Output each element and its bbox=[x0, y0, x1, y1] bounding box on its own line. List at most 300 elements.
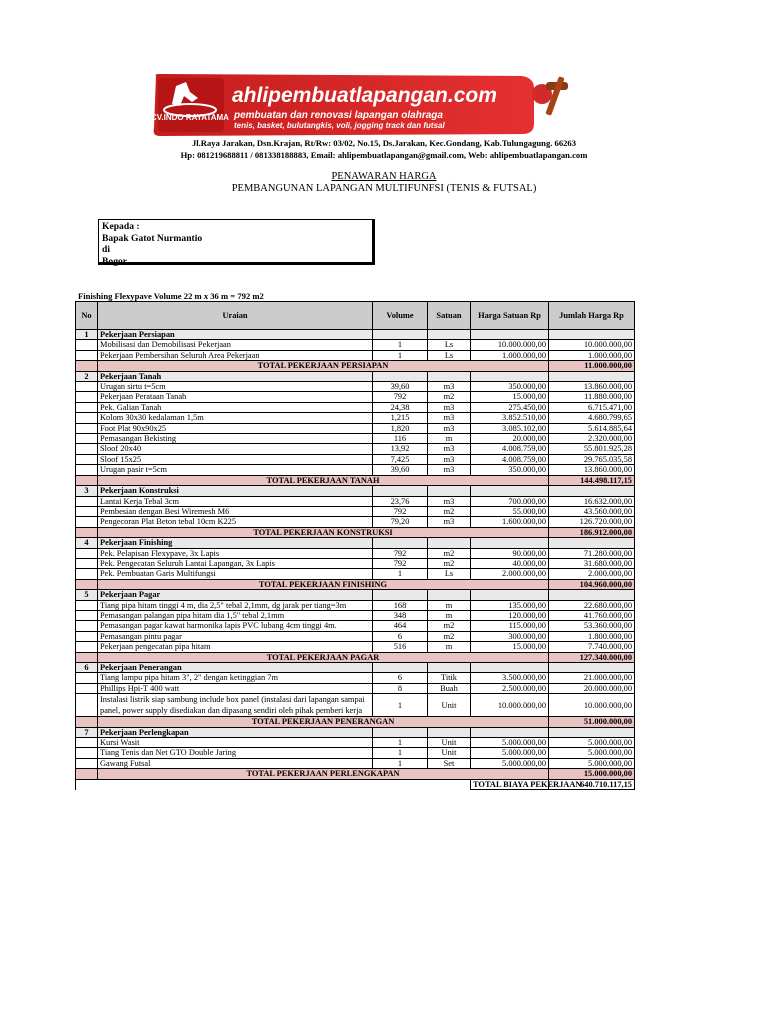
row-no-cell bbox=[76, 434, 98, 444]
row-no-cell bbox=[76, 444, 98, 454]
row-no-cell bbox=[76, 738, 98, 748]
section-total-row bbox=[76, 652, 635, 662]
item-unit: Titik bbox=[428, 673, 471, 683]
grand-empty-cell bbox=[76, 779, 471, 789]
table-body bbox=[76, 330, 635, 790]
section-total-value: 51.000.000,00 bbox=[549, 717, 635, 727]
row-no-cell bbox=[76, 748, 98, 758]
company-contact: Hp: 081219688811 / 081338188883, Email: ahlipembuatlapangan@gmail.com, Web: ahlipembuatlapangan.com bbox=[180, 150, 588, 160]
item-volume: 516 bbox=[373, 642, 428, 652]
section-row bbox=[76, 538, 635, 548]
section-number: 3 bbox=[76, 486, 98, 496]
table-row bbox=[76, 340, 635, 350]
section-row bbox=[76, 590, 635, 600]
item-unit-price: 4.008.759,00 bbox=[471, 444, 549, 454]
document-title bbox=[0, 171, 768, 183]
item-description: Foot Plat 90x90x25 bbox=[98, 423, 373, 433]
header-volume: Volume bbox=[373, 302, 428, 330]
item-unit-price: 700.000,00 bbox=[471, 496, 549, 506]
section-number: 2 bbox=[76, 371, 98, 381]
item-volume: 6 bbox=[373, 673, 428, 683]
item-amount: 5.000.000,00 bbox=[549, 738, 635, 748]
section-total-value: 127.340.000,00 bbox=[549, 652, 635, 662]
item-volume: 1 bbox=[373, 748, 428, 758]
item-amount: 43.560.000,00 bbox=[549, 506, 635, 516]
item-unit: Unit bbox=[428, 748, 471, 758]
total-empty-cell bbox=[76, 769, 98, 779]
section-empty-cell bbox=[373, 486, 428, 496]
item-description: Gawang Futsal bbox=[98, 758, 373, 768]
item-unit: m2 bbox=[428, 392, 471, 402]
section-empty-cell bbox=[471, 663, 549, 673]
item-amount: 7.740.000,00 bbox=[549, 642, 635, 652]
row-no-cell bbox=[76, 631, 98, 641]
item-description: Kursi Wasit bbox=[98, 738, 373, 748]
item-unit: m2 bbox=[428, 558, 471, 568]
item-volume: 792 bbox=[373, 506, 428, 516]
section-empty-cell bbox=[428, 590, 471, 600]
table-row bbox=[76, 621, 635, 631]
section-number: 7 bbox=[76, 727, 98, 737]
row-no-cell bbox=[76, 694, 98, 717]
section-total-value: 11.000.000,00 bbox=[549, 361, 635, 371]
recipient-box bbox=[98, 219, 375, 265]
item-unit: m3 bbox=[428, 382, 471, 392]
item-description: Pek. Galian Tanah bbox=[98, 402, 373, 412]
item-amount: 6.715.471,00 bbox=[549, 402, 635, 412]
recipient-city: Bogor bbox=[102, 255, 128, 267]
row-no-cell bbox=[76, 548, 98, 558]
item-description: Urugan pasir t=5cm bbox=[98, 465, 373, 475]
recipient-label: Kepada : bbox=[102, 221, 140, 232]
section-empty-cell bbox=[549, 590, 635, 600]
row-no-cell bbox=[76, 673, 98, 683]
item-amount: 20.000.000,00 bbox=[549, 683, 635, 693]
row-no-cell bbox=[76, 382, 98, 392]
section-empty-cell bbox=[428, 538, 471, 548]
table-row bbox=[76, 569, 635, 579]
section-name: Pekerjaan Finishing bbox=[98, 538, 373, 548]
item-amount: 11.880.000,00 bbox=[549, 392, 635, 402]
item-unit-price: 1.000.000,00 bbox=[471, 350, 549, 360]
item-volume: 1 bbox=[373, 758, 428, 768]
table-row bbox=[76, 402, 635, 412]
item-unit-price: 1.600.000,00 bbox=[471, 517, 549, 527]
table-row bbox=[76, 496, 635, 506]
item-unit-price: 3.085.102,00 bbox=[471, 423, 549, 433]
item-unit-price: 5.000.000,00 bbox=[471, 758, 549, 768]
item-amount: 41.760.000,00 bbox=[549, 610, 635, 620]
table-row bbox=[76, 413, 635, 423]
item-unit-price: 20.000,00 bbox=[471, 434, 549, 444]
item-unit: m bbox=[428, 642, 471, 652]
total-empty-cell bbox=[76, 475, 98, 485]
item-description: Pekerjaan Pembersihan Seluruh Area Pekerjaan bbox=[98, 350, 373, 360]
item-unit: Unit bbox=[428, 738, 471, 748]
item-volume: 1 bbox=[373, 694, 428, 717]
item-unit-price: 350.000,00 bbox=[471, 465, 549, 475]
item-unit: m3 bbox=[428, 517, 471, 527]
item-description: Lantai Kerja Tebal 3cm bbox=[98, 496, 373, 506]
table-row bbox=[76, 382, 635, 392]
table-row bbox=[76, 444, 635, 454]
item-volume: 792 bbox=[373, 392, 428, 402]
table-row bbox=[76, 392, 635, 402]
section-total-value: 15.000.000,00 bbox=[549, 769, 635, 779]
item-unit-price: 350.000,00 bbox=[471, 382, 549, 392]
section-row bbox=[76, 371, 635, 381]
item-unit-price: 15.000,00 bbox=[471, 642, 549, 652]
item-description: Sloof 20x40 bbox=[98, 444, 373, 454]
row-no-cell bbox=[76, 413, 98, 423]
item-unit: m3 bbox=[428, 496, 471, 506]
item-description: Pekerjaan Perataan Tanah bbox=[98, 392, 373, 402]
section-total-row bbox=[76, 579, 635, 589]
item-unit-price: 55.000,00 bbox=[471, 506, 549, 516]
section-name: Pekerjaan Persiapan bbox=[98, 330, 373, 340]
item-unit: m2 bbox=[428, 506, 471, 516]
section-empty-cell bbox=[373, 727, 428, 737]
item-unit-price: 4.008.759,00 bbox=[471, 454, 549, 464]
price-table bbox=[75, 301, 635, 790]
section-number: 6 bbox=[76, 663, 98, 673]
table-row bbox=[76, 506, 635, 516]
section-total-label: TOTAL PEKERJAAN FINISHING bbox=[98, 579, 549, 589]
recipient-di: di bbox=[102, 244, 111, 255]
item-unit: m2 bbox=[428, 548, 471, 558]
table-row bbox=[76, 465, 635, 475]
header-harga-satuan: Harga Satuan Rp bbox=[471, 302, 549, 330]
item-unit-price: 275.450,00 bbox=[471, 402, 549, 412]
item-volume: 1,215 bbox=[373, 413, 428, 423]
table-row bbox=[76, 758, 635, 768]
item-description: Pek. Pelapisan Flexypave, 3x Lapis bbox=[98, 548, 373, 558]
item-description: Pekerjaan pengecatan pipa hitam bbox=[98, 642, 373, 652]
section-empty-cell bbox=[549, 486, 635, 496]
table-row bbox=[76, 548, 635, 558]
item-unit: m3 bbox=[428, 444, 471, 454]
section-empty-cell bbox=[428, 486, 471, 496]
section-empty-cell bbox=[428, 330, 471, 340]
item-unit-price: 3.500.000,00 bbox=[471, 673, 549, 683]
row-no-cell bbox=[76, 683, 98, 693]
total-empty-cell bbox=[76, 717, 98, 727]
section-name: Pekerjaan Penerangan bbox=[98, 663, 373, 673]
item-description: Tiang Tenis dan Net GTO Double Jaring bbox=[98, 748, 373, 758]
table-row bbox=[76, 631, 635, 641]
row-no-cell bbox=[76, 340, 98, 350]
section-empty-cell bbox=[471, 486, 549, 496]
item-description: Pemasangan Bekisting bbox=[98, 434, 373, 444]
header-jumlah-harga: Jumlah Harga Rp bbox=[549, 302, 635, 330]
total-empty-cell bbox=[76, 527, 98, 537]
section-total-label: TOTAL PEKERJAAN PENERANGAN bbox=[98, 717, 549, 727]
item-unit: m bbox=[428, 600, 471, 610]
item-volume: 24,38 bbox=[373, 402, 428, 412]
section-name: Pekerjaan Perlengkapan bbox=[98, 727, 373, 737]
section-empty-cell bbox=[428, 663, 471, 673]
item-volume: 1 bbox=[373, 340, 428, 350]
company-address: Jl.Raya Jarakan, Dsn.Krajan, Rt/Rw: 03/02, No.15, Ds.Jarakan, Kec.Gondang, Kab.Tulungagung. 66263 bbox=[191, 138, 577, 148]
item-amount: 53.360.000,00 bbox=[549, 621, 635, 631]
item-volume: 792 bbox=[373, 558, 428, 568]
section-row bbox=[76, 486, 635, 496]
item-unit: m3 bbox=[428, 423, 471, 433]
item-volume: 792 bbox=[373, 548, 428, 558]
item-amount: 5.614.885,64 bbox=[549, 423, 635, 433]
item-unit-price: 40.000,00 bbox=[471, 558, 549, 568]
item-unit: m bbox=[428, 610, 471, 620]
row-no-cell bbox=[76, 642, 98, 652]
section-total-row bbox=[76, 527, 635, 537]
item-volume: 1 bbox=[373, 569, 428, 579]
document-subtitle: PEMBANGUNAN LAPANGAN MULTIFUNFSI (TENIS & FUTSAL) bbox=[231, 183, 537, 194]
item-volume: 79,20 bbox=[373, 517, 428, 527]
section-empty-cell bbox=[373, 371, 428, 381]
item-amount: 126.720.000,00 bbox=[549, 517, 635, 527]
logo-website: ahlipembuatlapangan.com bbox=[232, 84, 497, 107]
table-row bbox=[76, 558, 635, 568]
item-description: Kolom 30x30 kedalaman 1,5m bbox=[98, 413, 373, 423]
section-empty-cell bbox=[549, 663, 635, 673]
section-total-row bbox=[76, 475, 635, 485]
section-number: 4 bbox=[76, 538, 98, 548]
document-title-text: PENAWARAN HARGA bbox=[331, 171, 437, 182]
item-description: Pemasangan palangan pipa hitam dia 1,5" tebal 2,1mm bbox=[98, 610, 373, 620]
table-row bbox=[76, 673, 635, 683]
table-header-row bbox=[76, 302, 635, 330]
section-name: Pekerjaan Konstruksi bbox=[98, 486, 373, 496]
item-unit: Set bbox=[428, 758, 471, 768]
table-row bbox=[76, 423, 635, 433]
company-logo-banner bbox=[150, 72, 570, 138]
section-empty-cell bbox=[549, 371, 635, 381]
table-row bbox=[76, 454, 635, 464]
item-description: Pek. Pembuatan Garis Multifungsi bbox=[98, 569, 373, 579]
item-unit: Unit bbox=[428, 694, 471, 717]
section-name: Pekerjaan Tanah bbox=[98, 371, 373, 381]
item-amount: 5.000.000,00 bbox=[549, 758, 635, 768]
item-description: Pemasangan pintu pagar bbox=[98, 631, 373, 641]
row-no-cell bbox=[76, 402, 98, 412]
item-volume: 348 bbox=[373, 610, 428, 620]
item-unit-price: 10.000.000,00 bbox=[471, 694, 549, 717]
item-description: Tiang pipa hitam tinggi 4 m, dia 2,5" tebal 2,1mm, dg jarak per tiang=3m bbox=[98, 600, 373, 610]
item-amount: 13.860.000,00 bbox=[549, 465, 635, 475]
item-description: Pengecoran Plat Beton tebal 10cm K225 bbox=[98, 517, 373, 527]
item-volume: 23,76 bbox=[373, 496, 428, 506]
item-unit-price: 90.000,00 bbox=[471, 548, 549, 558]
row-no-cell bbox=[76, 392, 98, 402]
section-total-value: 186.912.000,00 bbox=[549, 527, 635, 537]
item-volume: 7,425 bbox=[373, 454, 428, 464]
item-unit-price: 10.000.000,00 bbox=[471, 340, 549, 350]
item-amount: 55.801.925,28 bbox=[549, 444, 635, 454]
row-no-cell bbox=[76, 600, 98, 610]
item-volume: 116 bbox=[373, 434, 428, 444]
grand-total-value: 640.710.117,15 bbox=[549, 779, 635, 789]
item-volume: 1 bbox=[373, 350, 428, 360]
section-empty-cell bbox=[471, 371, 549, 381]
item-volume: 39,60 bbox=[373, 382, 428, 392]
item-description: Urugan sirtu t=5cm bbox=[98, 382, 373, 392]
total-empty-cell bbox=[76, 652, 98, 662]
section-total-value: 144.498.117,15 bbox=[549, 475, 635, 485]
section-total-label: TOTAL PEKERJAAN PAGAR bbox=[98, 652, 549, 662]
item-amount: 31.680.000,00 bbox=[549, 558, 635, 568]
logo-tagline-1: pembuatan dan renovasi lapangan olahraga bbox=[234, 110, 443, 121]
item-unit-price: 5.000.000,00 bbox=[471, 738, 549, 748]
section-name: Pekerjaan Pagar bbox=[98, 590, 373, 600]
section-empty-cell bbox=[471, 330, 549, 340]
item-unit-price: 2.500.000,00 bbox=[471, 683, 549, 693]
table-row bbox=[76, 434, 635, 444]
item-volume: 168 bbox=[373, 600, 428, 610]
table-row bbox=[76, 610, 635, 620]
item-unit-price: 135.000,00 bbox=[471, 600, 549, 610]
item-amount: 29.765.035,58 bbox=[549, 454, 635, 464]
item-description: Sloof 15x25 bbox=[98, 454, 373, 464]
total-empty-cell bbox=[76, 579, 98, 589]
item-amount: 1.800.000,00 bbox=[549, 631, 635, 641]
item-unit: m3 bbox=[428, 413, 471, 423]
item-unit-price: 300.000,00 bbox=[471, 631, 549, 641]
item-amount: 10.000.000,00 bbox=[549, 694, 635, 717]
item-unit: m2 bbox=[428, 621, 471, 631]
section-empty-cell bbox=[549, 538, 635, 548]
item-amount: 16.632.000,00 bbox=[549, 496, 635, 506]
section-total-row bbox=[76, 361, 635, 371]
item-unit-price: 5.000.000,00 bbox=[471, 748, 549, 758]
logo-tagline-2: tenis, basket, bulutangkis, voli, jogging track dan futsal bbox=[234, 121, 445, 130]
item-unit: Ls bbox=[428, 350, 471, 360]
item-volume: 464 bbox=[373, 621, 428, 631]
section-row bbox=[76, 663, 635, 673]
item-description: Instalasi listrik siap sambung include box panel (instalasi dari lapangan sampai panel, power supply disediakan dan dipasang sendiri oleh pihak pemberi kerja bbox=[98, 694, 373, 717]
item-unit: Ls bbox=[428, 569, 471, 579]
item-description: Mobilisasi dan Demobilisasi Pekerjaan bbox=[98, 340, 373, 350]
item-unit: m bbox=[428, 434, 471, 444]
volume-note: Finishing Flexypave Volume 22 m x 36 m = 792 m2 bbox=[78, 291, 264, 301]
row-no-cell bbox=[76, 496, 98, 506]
section-empty-cell bbox=[428, 727, 471, 737]
item-unit: Buah bbox=[428, 683, 471, 693]
item-volume: 6 bbox=[373, 631, 428, 641]
header-uraian: Uraian bbox=[98, 302, 373, 330]
section-row bbox=[76, 727, 635, 737]
section-empty-cell bbox=[373, 538, 428, 548]
item-unit-price: 3.852.510,00 bbox=[471, 413, 549, 423]
item-amount: 4.680.799,65 bbox=[549, 413, 635, 423]
item-description: Pembesian dengan Besi Wiremesh M6 bbox=[98, 506, 373, 516]
item-volume: 1 bbox=[373, 738, 428, 748]
section-empty-cell bbox=[471, 727, 549, 737]
row-no-cell bbox=[76, 465, 98, 475]
item-volume: 39,60 bbox=[373, 465, 428, 475]
table-row bbox=[76, 683, 635, 693]
item-unit-price: 2.000.000,00 bbox=[471, 569, 549, 579]
logo-company-name: CV.INDO RAYATAMA bbox=[151, 113, 229, 122]
section-empty-cell bbox=[549, 330, 635, 340]
item-amount: 10.000.000,00 bbox=[549, 340, 635, 350]
row-no-cell bbox=[76, 610, 98, 620]
section-empty-cell bbox=[373, 590, 428, 600]
section-empty-cell bbox=[471, 590, 549, 600]
row-no-cell bbox=[76, 517, 98, 527]
section-number: 5 bbox=[76, 590, 98, 600]
item-amount: 21.000.000,00 bbox=[549, 673, 635, 683]
item-amount: 71.280.000,00 bbox=[549, 548, 635, 558]
table-row bbox=[76, 600, 635, 610]
section-total-label: TOTAL PEKERJAAN PERSIAPAN bbox=[98, 361, 549, 371]
row-no-cell bbox=[76, 621, 98, 631]
section-total-row bbox=[76, 769, 635, 779]
section-empty-cell bbox=[373, 330, 428, 340]
item-unit: m3 bbox=[428, 465, 471, 475]
section-empty-cell bbox=[549, 727, 635, 737]
item-volume: 13,92 bbox=[373, 444, 428, 454]
row-no-cell bbox=[76, 454, 98, 464]
table-row bbox=[76, 642, 635, 652]
grand-total-row bbox=[76, 779, 635, 789]
item-description: Pemasangan pagar kawat harmonika lapis PVC lubang 4cm tinggi 4m. bbox=[98, 621, 373, 631]
row-no-cell bbox=[76, 558, 98, 568]
table-row bbox=[76, 517, 635, 527]
header-satuan: Satuan bbox=[428, 302, 471, 330]
row-no-cell bbox=[76, 350, 98, 360]
item-unit-price: 15.000,00 bbox=[471, 392, 549, 402]
section-total-label: TOTAL PEKERJAAN TANAH bbox=[98, 475, 549, 485]
row-no-cell bbox=[76, 506, 98, 516]
total-empty-cell bbox=[76, 361, 98, 371]
section-empty-cell bbox=[471, 538, 549, 548]
section-total-value: 104.960.000,00 bbox=[549, 579, 635, 589]
item-amount: 2.320.000,00 bbox=[549, 434, 635, 444]
item-unit: Ls bbox=[428, 340, 471, 350]
section-total-row bbox=[76, 717, 635, 727]
item-description: Phillips Hpi-T 400 watt bbox=[98, 683, 373, 693]
table-row bbox=[76, 738, 635, 748]
item-unit-price: 115.000,00 bbox=[471, 621, 549, 631]
recipient-name: Bapak Gatot Nurmantio bbox=[102, 232, 203, 244]
item-volume: 8 bbox=[373, 683, 428, 693]
item-amount: 2.000.000,00 bbox=[549, 569, 635, 579]
section-total-label: TOTAL PEKERJAAN PERLENGKAPAN bbox=[98, 769, 549, 779]
header-no: No bbox=[76, 302, 98, 330]
item-amount: 22.680.000,00 bbox=[549, 600, 635, 610]
row-no-cell bbox=[76, 569, 98, 579]
item-volume: 1,820 bbox=[373, 423, 428, 433]
section-empty-cell bbox=[428, 371, 471, 381]
table-row bbox=[76, 748, 635, 758]
item-unit: m2 bbox=[428, 631, 471, 641]
section-total-label: TOTAL PEKERJAAN KONSTRUKSI bbox=[98, 527, 549, 537]
section-number: 1 bbox=[76, 330, 98, 340]
row-no-cell bbox=[76, 758, 98, 768]
item-unit-price: 120.000,00 bbox=[471, 610, 549, 620]
item-unit: m3 bbox=[428, 454, 471, 464]
item-description: Tiang lampu pipa hitam 3", 2" dengan ketinggian 7m bbox=[98, 673, 373, 683]
section-row bbox=[76, 330, 635, 340]
table-row bbox=[76, 694, 635, 717]
section-empty-cell bbox=[373, 663, 428, 673]
item-amount: 13.860.000,00 bbox=[549, 382, 635, 392]
grand-total-label: TOTAL BIAYA PEKERJAAN bbox=[471, 779, 549, 789]
item-unit: m3 bbox=[428, 402, 471, 412]
table-row bbox=[76, 350, 635, 360]
row-no-cell bbox=[76, 423, 98, 433]
item-description: Pek. Pengecatan Seluruh Lantai Lapangan, 3x Lapis bbox=[98, 558, 373, 568]
